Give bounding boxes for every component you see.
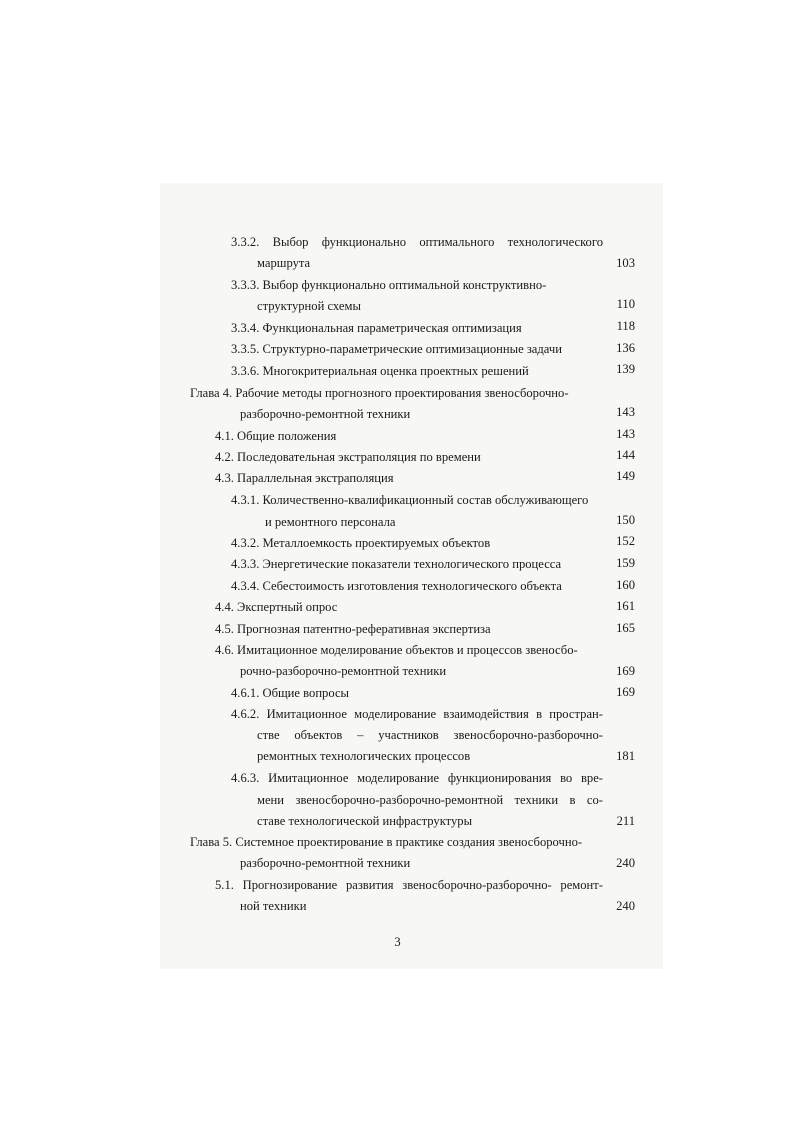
toc-entry-3-3-4: 3.3.4. Функциональная параметрическая оптимизация: [231, 321, 522, 335]
toc-page-4-6-2: 181: [616, 749, 635, 763]
toc-entry-chapter-4-cont: разборочно-ремонтной техники: [240, 407, 411, 421]
toc-entry-3-3-3: 3.3.3. Выбор функционально оптимальной конструктивно-: [231, 278, 547, 292]
toc-page-4-4: 161: [616, 599, 635, 613]
toc-entry-5-1-cont: ной техники: [240, 899, 307, 913]
toc-entry-4-6-2-cont: стве объектов – участников звеносборочно-разборочно-: [257, 728, 603, 742]
toc-page-chapter-5: 240: [616, 856, 635, 870]
toc-entry-4-3: 4.3. Параллельная экстраполяция: [215, 471, 394, 485]
toc-page-4-2: 144: [616, 448, 635, 462]
toc-page-3-3-3: 110: [616, 297, 635, 311]
toc-page-4-6-3: 211: [616, 814, 635, 828]
toc-entry-4-6-3: 4.6.3. Имитационное моделирование функционирования во вре-: [231, 771, 603, 785]
toc-entry-4-6-cont: рочно-разборочно-ремонтной техники: [240, 664, 447, 678]
toc-entry-4-3-4: 4.3.4. Себестоимость изготовления технологического объекта: [231, 579, 562, 593]
toc-entry-chapter-4: Глава 4. Рабочие методы прогнозного проектирования звеносборочно-: [190, 386, 569, 400]
toc-page-4-3-2: 152: [616, 534, 635, 548]
toc-entry-4-6: 4.6. Имитационное моделирование объектов и процессов звеносбо-: [215, 643, 578, 657]
toc-page-4-5: 165: [616, 621, 635, 635]
toc-entry-4-6-3-cont: мени звеносборочно-разборочно-ремонтной техники в со-: [257, 793, 603, 807]
toc-entry-chapter-5: Глава 5. Системное проектирование в практике создания звеносборочно-: [190, 835, 583, 849]
toc-entry-4-4: 4.4. Экспертный опрос: [215, 600, 338, 614]
toc-page-3-3-6: 139: [616, 362, 635, 376]
toc-entry-4-6-2-cont2: ремонтных технологических процессов: [257, 749, 471, 763]
toc-page-4-1: 143: [616, 427, 635, 441]
toc-entry-3-3-3-cont: структурной схемы: [257, 299, 361, 313]
toc-page-4-3: 149: [616, 469, 635, 483]
toc-page-3-3-2: 103: [616, 256, 635, 270]
toc-entry-4-1: 4.1. Общие положения: [215, 429, 337, 443]
toc-page-5-1: 240: [616, 899, 635, 913]
toc-entry-4-2: 4.2. Последовательная экстраполяция по времени: [215, 450, 481, 464]
toc-page-4-6-1: 169: [616, 685, 635, 699]
toc-page-3-3-4: 118: [616, 319, 635, 333]
toc-page-3-3-5: 136: [616, 341, 635, 355]
toc-page-chapter-4: 143: [616, 405, 635, 419]
toc-page-4-3-4: 160: [616, 578, 635, 592]
toc-entry-4-5: 4.5. Прогнозная патентно-реферативная экспертиза: [215, 622, 491, 636]
toc-entry-3-3-5: 3.3.5. Структурно-параметрические оптимизационные задачи: [231, 342, 562, 356]
toc-entry-5-1: 5.1. Прогнозирование развития звеносборочно-разборочно- ремонт-: [215, 878, 603, 892]
toc-entry-3-3-2-cont: маршрута: [257, 256, 311, 270]
page-sheet: [160, 183, 663, 969]
page-number: 3: [394, 935, 401, 949]
toc-page-4-3-3: 159: [616, 556, 635, 570]
toc-entry-4-6-2: 4.6.2. Имитационное моделирование взаимодействия в простран-: [231, 707, 603, 721]
toc-entry-4-3-2: 4.3.2. Металлоемкость проектируемых объектов: [231, 536, 491, 550]
toc-entry-4-3-1: 4.3.1. Количественно-квалификационный состав обслуживающего: [231, 493, 589, 507]
toc-page-4-6: 169: [616, 664, 635, 678]
toc-page-4-3-1: 150: [616, 513, 635, 527]
toc-entry-4-6-1: 4.6.1. Общие вопросы: [231, 686, 350, 700]
toc-entry-4-3-3: 4.3.3. Энергетические показатели технологического процесса: [231, 557, 562, 571]
toc-entry-3-3-6: 3.3.6. Многокритериальная оценка проектных решений: [231, 364, 529, 378]
toc-entry-4-6-3-cont2: ставе технологической инфраструктуры: [257, 814, 473, 828]
toc-entry-4-3-1-cont: и ремонтного персонала: [265, 515, 396, 529]
toc-entry-3-3-2: 3.3.2. Выбор функционально оптимального технологического: [231, 235, 603, 249]
toc-entry-chapter-5-cont: разборочно-ремонтной техники: [240, 856, 411, 870]
